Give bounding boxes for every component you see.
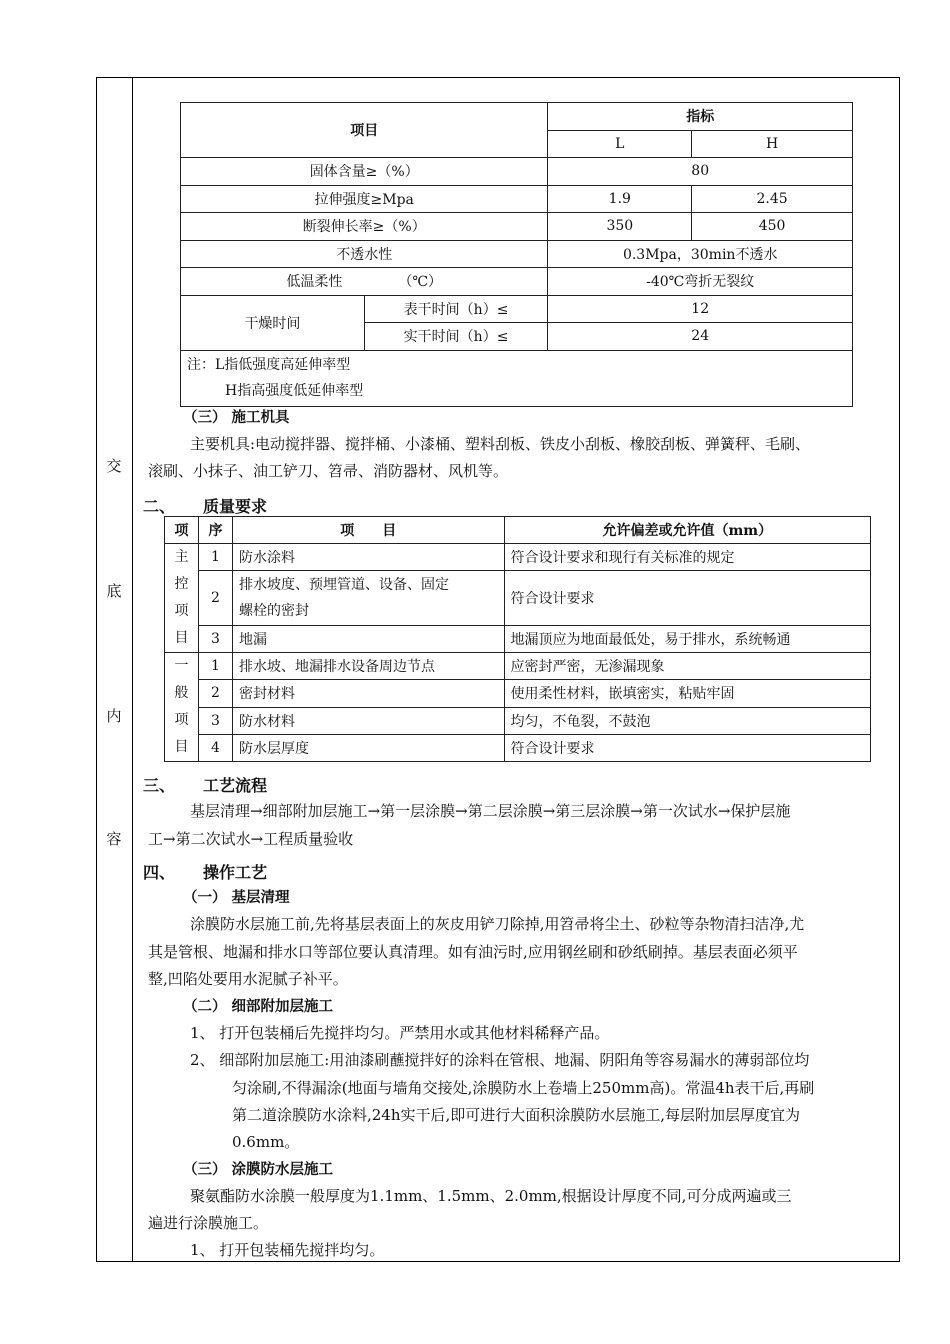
row-item-cell: [232, 571, 504, 626]
row-name: 拉伸强度≥Mpa: [181, 185, 548, 213]
note-line: 注：L指低强度高延伸率型: [187, 357, 351, 373]
row-name: 不透水性: [181, 240, 548, 268]
row-item: 排水坡、地漏排水设备周边节点: [232, 653, 504, 680]
s2-item-cont: 0.6mm。: [232, 1133, 300, 1151]
s1-line: 涂膜防水层施工前,先将基层表面上的灰皮用铲刀除掉,用笤帚将尘土、砂粒等杂物清扫洁净,尤: [190, 915, 805, 933]
s2-item: 1、 打开包装桶后先搅拌均匀。严禁用水或其他材料稀释产品。: [190, 1024, 610, 1042]
header-index: 指标: [548, 103, 853, 131]
row-item-line: 排水坡度、预埋管道、设备、固定: [238, 577, 449, 593]
row-item: 防水涂料: [232, 544, 504, 571]
note-line: H指高强度低延伸率型: [225, 383, 364, 399]
heading-number: 二、: [143, 497, 176, 516]
s3-heading: （三） 涂膜防水层施工: [183, 1161, 334, 1178]
drying-surface-label: 表干时间（h）≤: [364, 295, 548, 323]
group-char: 目: [174, 630, 189, 646]
row-no: 1: [198, 544, 232, 571]
quality-heading: [143, 494, 267, 517]
s1-heading: （一） 基层清理: [183, 889, 290, 906]
side-label: 容: [106, 830, 122, 848]
row-no: 1: [198, 653, 232, 680]
heading-number: 三、: [143, 776, 176, 795]
row-item: 防水层厚度: [232, 734, 504, 761]
tools-heading: （三） 施工机具: [183, 409, 290, 426]
process-line: 工→第二次试水→工程质量验收: [148, 830, 354, 848]
tools-line: 滚刷、小抹子、油工铲刀、笤帚、消防器材、风机等。: [148, 462, 509, 480]
row-value-H: 2.45: [692, 185, 853, 213]
quality-table: [164, 516, 871, 762]
heading-number: 四、: [143, 863, 176, 882]
header-col-H: H: [692, 130, 853, 158]
row-no: 3: [198, 707, 232, 734]
row-name: 固体含量≥（%）: [181, 158, 548, 186]
side-label: 底: [106, 582, 122, 600]
header-col2: 序: [198, 517, 232, 544]
row-name-cell: [181, 268, 548, 296]
row-value: 应密封严密，无渗漏现象: [504, 653, 870, 680]
row-value-H: 450: [692, 213, 853, 241]
row-item: 防水材料: [232, 707, 504, 734]
row-value: 0.3Mpa，30min不透水: [548, 240, 853, 268]
general-group-label: [165, 653, 199, 762]
row-value: 使用柔性材料，嵌填密实，粘贴牢固: [504, 680, 870, 707]
row-value: 符合设计要求: [504, 571, 870, 626]
group-char: 般: [174, 685, 189, 701]
group-char: 目: [174, 739, 189, 755]
header-col3: 项 目: [232, 517, 504, 544]
header-col1: 项: [165, 517, 199, 544]
header-col-L: L: [548, 130, 692, 158]
side-label: 交: [106, 457, 122, 475]
row-no: 3: [198, 626, 232, 653]
header-col4: 允许偏差或允许值（mm）: [504, 517, 870, 544]
process-heading: [143, 773, 267, 796]
s2-heading: （二） 细部附加层施工: [183, 998, 334, 1015]
s2-item-cont: 匀涂刷,不得漏涂(地面与墙角交接处,涂膜防水上卷墙上250mm高)。常温4h表干后,再刷: [232, 1079, 815, 1097]
row-value: -40℃弯折无裂纹: [548, 268, 853, 296]
frame-divider: [132, 77, 133, 1262]
group-char: 一: [174, 658, 189, 674]
s1-line: 整,凹陷处要用水泥腻子补平。: [148, 970, 348, 988]
row-no: 2: [198, 680, 232, 707]
heading-text: 质量要求: [203, 497, 268, 516]
row-item: 地漏: [232, 626, 504, 653]
s2-item-cont: 第二道涂膜防水涂料,24h实干后,即可进行大面积涂膜防水层施工,每层附加层厚度宜为: [232, 1106, 801, 1124]
note-cell: [181, 350, 853, 406]
spec-table: [180, 102, 853, 407]
row-value: 地漏顶应为地面最低处，易于排水，系统畅通: [504, 626, 870, 653]
side-label: 内: [106, 707, 122, 725]
group-char: 项: [174, 603, 189, 619]
drying-hard-value: 24: [548, 323, 853, 351]
drying-surface-value: 12: [548, 295, 853, 323]
row-item-line: 螺栓的密封: [238, 603, 309, 619]
row-value: 符合设计要求和现行有关标准的规定: [504, 544, 870, 571]
s1-line: 其是管根、地漏和排水口等部位要认真清理。如有油污时,应用钢丝刷和砂纸刷掉。基层表面必须平: [148, 943, 798, 961]
row-name: 断裂伸长率≥（%）: [181, 213, 548, 241]
operation-heading: [143, 860, 267, 883]
process-line: 基层清理→细部附加层施工→第一层涂膜→第二层涂膜→第三层涂膜→第一次试水→保护层施: [190, 802, 791, 820]
drying-name: 干燥时间: [181, 295, 365, 350]
group-char: 项: [174, 712, 189, 728]
main-group-label: [165, 544, 199, 653]
row-value-L: 350: [548, 213, 692, 241]
s2-item: 2、 细部附加层施工:用油漆刷蘸搅拌好的涂料在管根、地漏、阴阳角等容易漏水的薄弱部位均: [190, 1051, 810, 1069]
group-char: 主: [174, 549, 189, 565]
group-char: 控: [174, 576, 189, 592]
heading-text: 工艺流程: [203, 776, 268, 795]
row-value: 均匀，不龟裂，不鼓泡: [504, 707, 870, 734]
row-unit: （℃）: [398, 274, 443, 291]
s3-line: 聚氨酯防水涂膜一般厚度为1.1mm、1.5mm、2.0mm,根据设计厚度不同,可分成两遍或三: [190, 1187, 792, 1205]
heading-text: 操作工艺: [203, 863, 268, 882]
s3-line: 遍进行涂膜施工。: [148, 1214, 269, 1232]
header-item: 项目: [181, 103, 548, 158]
row-no: 4: [198, 734, 232, 761]
row-value: 符合设计要求: [504, 734, 870, 761]
row-no: 2: [198, 571, 232, 626]
row-value-L: 1.9: [548, 185, 692, 213]
row-item: 密封材料: [232, 680, 504, 707]
drying-hard-label: 实干时间（h）≤: [364, 323, 548, 351]
row-name: 低温柔性: [286, 274, 343, 291]
tools-line: 主要机具:电动搅拌器、搅拌桶、小漆桶、塑料刮板、铁皮小刮板、橡胶刮板、弹簧秤、毛刷、: [190, 435, 811, 453]
s3-item: 1、 打开包装桶先搅拌均匀。: [190, 1241, 385, 1259]
row-value: 80: [548, 158, 853, 186]
